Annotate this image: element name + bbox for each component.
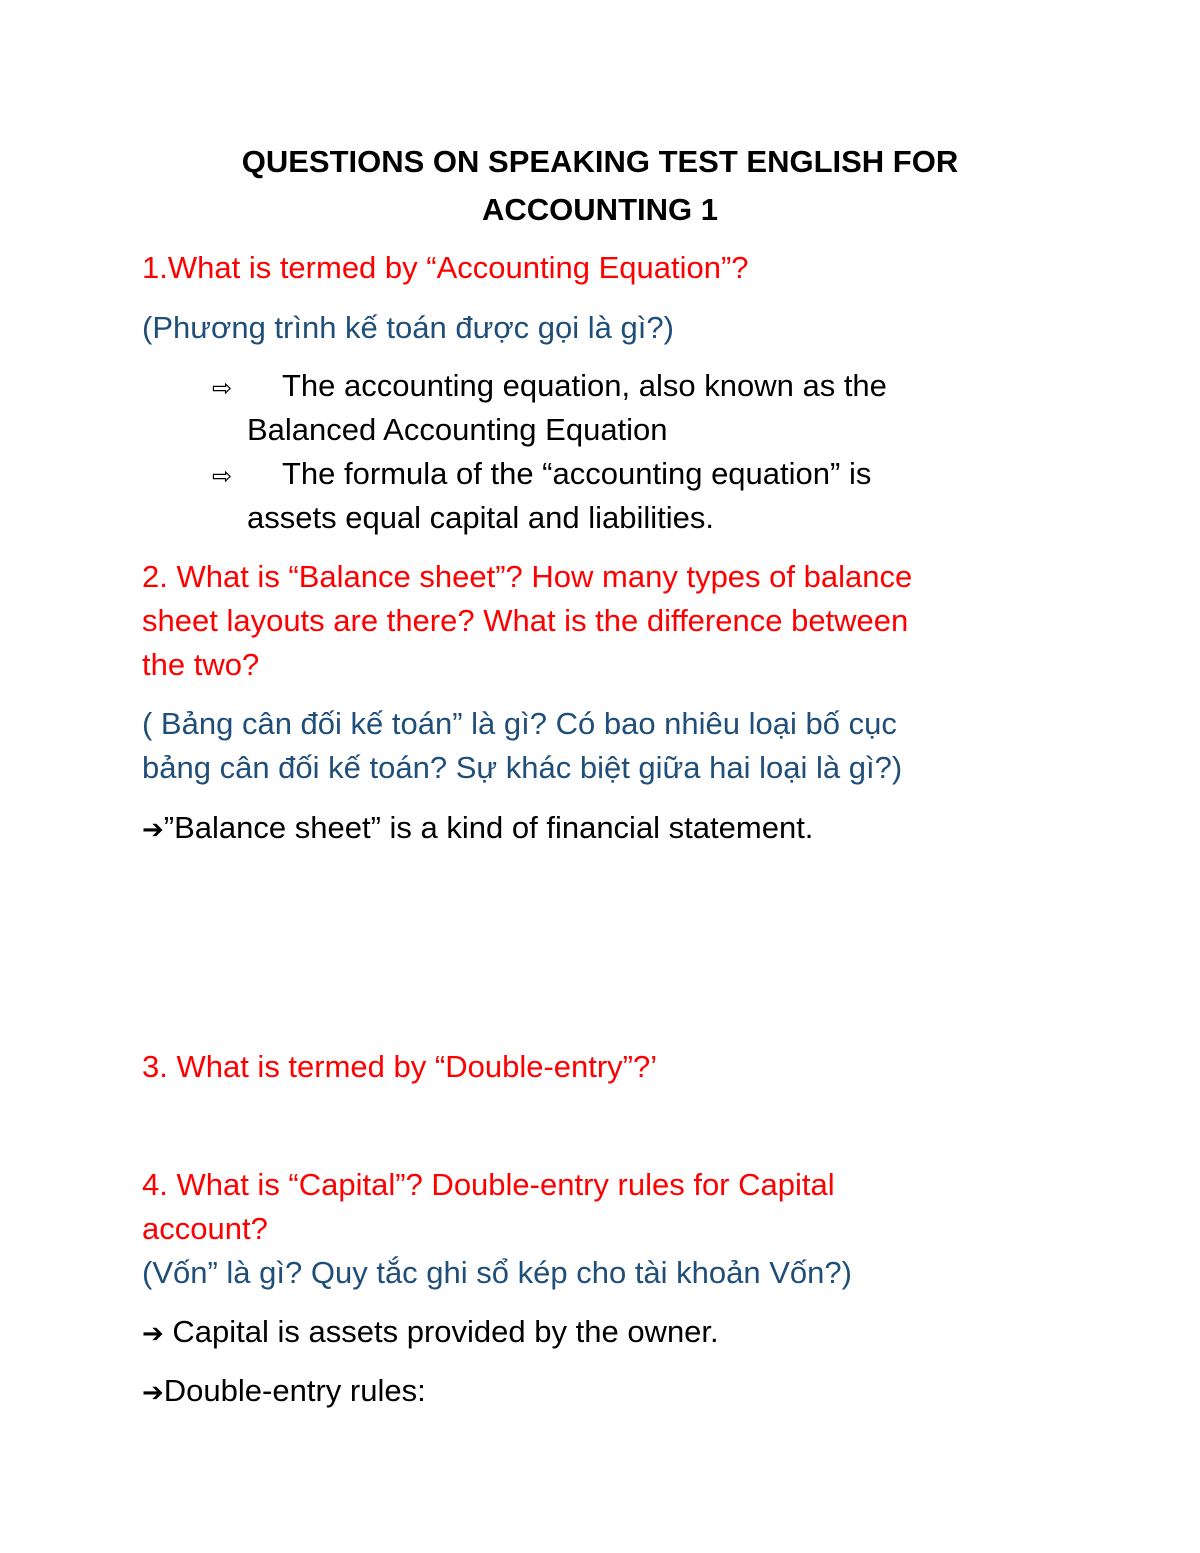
answer-1-bullet-1-line-2: Balanced Accounting Equation — [247, 412, 668, 447]
question-4-translation: (Vốn” là gì? Quy tắc ghi sổ kép cho tài khoản Vốn?) — [142, 1255, 852, 1290]
question-1-translation: (Phương trình kế toán được gọi là gì?) — [142, 310, 674, 345]
answer-1-bullet-2-line-1: The formula of the “accounting equation” is — [282, 456, 872, 491]
title-line-2: ACCOUNTING 1 — [482, 192, 718, 227]
question-1: 1.What is termed by “Accounting Equation”? — [142, 250, 749, 285]
hollow-arrow-icon: ⇨ — [212, 462, 233, 490]
answer-1-bullet-2 — [212, 452, 871, 498]
answer-4-line-2-text: Double-entry rules: — [163, 1373, 426, 1408]
answer-4-line-2 — [142, 1369, 426, 1415]
question-2-translation-line-1: ( Bảng cân đối kế toán” là gì? Có bao nhiêu loại bố cục — [142, 706, 897, 741]
question-2-line-2: sheet layouts are there? What is the difference between — [142, 603, 909, 638]
answer-1-bullet-1-line-1: The accounting equation, also known as the — [282, 368, 887, 403]
hollow-arrow-icon: ⇨ — [212, 374, 233, 402]
answer-4-line-1-text: Capital is assets provided by the owner. — [163, 1314, 719, 1349]
arrow-right-icon: ➔ — [142, 815, 164, 845]
question-3: 3. What is termed by “Double-entry”?’ — [142, 1049, 658, 1084]
arrow-right-icon: ➔ — [142, 1378, 164, 1408]
question-4-line-1: 4. What is “Capital”? Double-entry rules for Capital — [142, 1167, 835, 1202]
question-2-line-1: 2. What is “Balance sheet”? How many types of balance — [142, 559, 913, 594]
title-line-1: QUESTIONS ON SPEAKING TEST ENGLISH FOR — [241, 144, 959, 179]
answer-2 — [142, 806, 813, 852]
arrow-right-icon: ➔ — [142, 1319, 164, 1349]
document-title — [0, 138, 1200, 234]
answer-1-bullet-2-line-2: assets equal capital and liabilities. — [247, 500, 714, 535]
answer-1-bullet-1 — [212, 364, 887, 410]
question-4-line-2: account? — [142, 1211, 268, 1246]
answer-2-text: ”Balance sheet” is a kind of financial statement. — [163, 810, 814, 845]
answer-4-line-1 — [142, 1310, 719, 1356]
question-2-line-3: the two? — [142, 647, 260, 682]
question-2-translation-line-2: bảng cân đối kế toán? Sự khác biệt giữa hai loại là gì?) — [142, 750, 903, 785]
